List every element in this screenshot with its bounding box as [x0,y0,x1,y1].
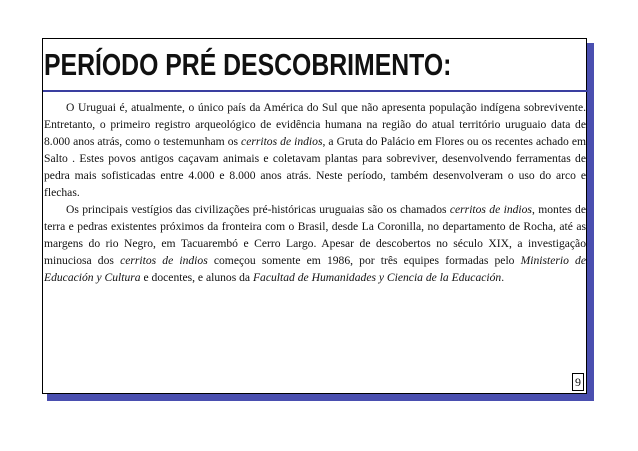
paragraph-1-italic-1: cerritos de indios [241,135,323,148]
paragraph-1-text-2: , a Gruta do Palácio em Flores ou os recentes achado em Salto . Estes povos antigos caçavam animais e coletavam plantas para sobreviver, desenvolvendo ferramentas de pedra mais sofisticadas entre 4.000 e 8.000 anos atrás. Neste período, também desenvolveram o uso do arco e flechas. [44,135,587,199]
content-frame [42,38,587,394]
paragraph-2-italic-4: Facultad de Humanidades y Ciencia de la Educación [252,271,502,284]
paragraph-2-text-2: , montes de terra e pedras existentes próximos da fronteira com o Brasil, desde La Coronilla, no departamento de Rocha, até as margens do rio Negro, em Tacuarembó e Cerro Largo. Apesar de descobertos no século XIX, a investigação minuciosa dos [44,203,586,267]
paragraph-2-text-1: Os principais vestígios das civilizações pré-históricas uruguaias são os chamados [66,203,450,216]
paragraph-2-text-3: começou somente em 1986, por três equipes formadas pelo [207,254,521,267]
paragraph-2-text-5: . [501,271,505,284]
body-text [44,99,586,286]
title-divider [43,90,588,92]
paragraph-1 [44,99,586,201]
page-number: 9 [572,373,584,391]
paragraph-2-text-4: e docentes, e alunos da [140,271,253,284]
paragraph-2-italic-2: cerritos de indios [120,254,208,267]
paragraph-2 [44,201,586,286]
paragraph-2-italic-3: Ministerio de Educación y Cultura [44,254,587,284]
paragraph-2-italic-1: cerritos de indios [449,203,532,216]
paragraph-1-text-1: O Uruguai é, atualmente, o único país da América do Sul que não apresenta população indígena sobrevivente. Entretanto, o primeiro registro arqueológico de evidência humana na região do atual território uruguaio data de 8.000 anos atrás, como o testemunham os [44,101,586,148]
slide-title: PERÍODO PRÉ DESCOBRIMENTO: [44,47,452,82]
